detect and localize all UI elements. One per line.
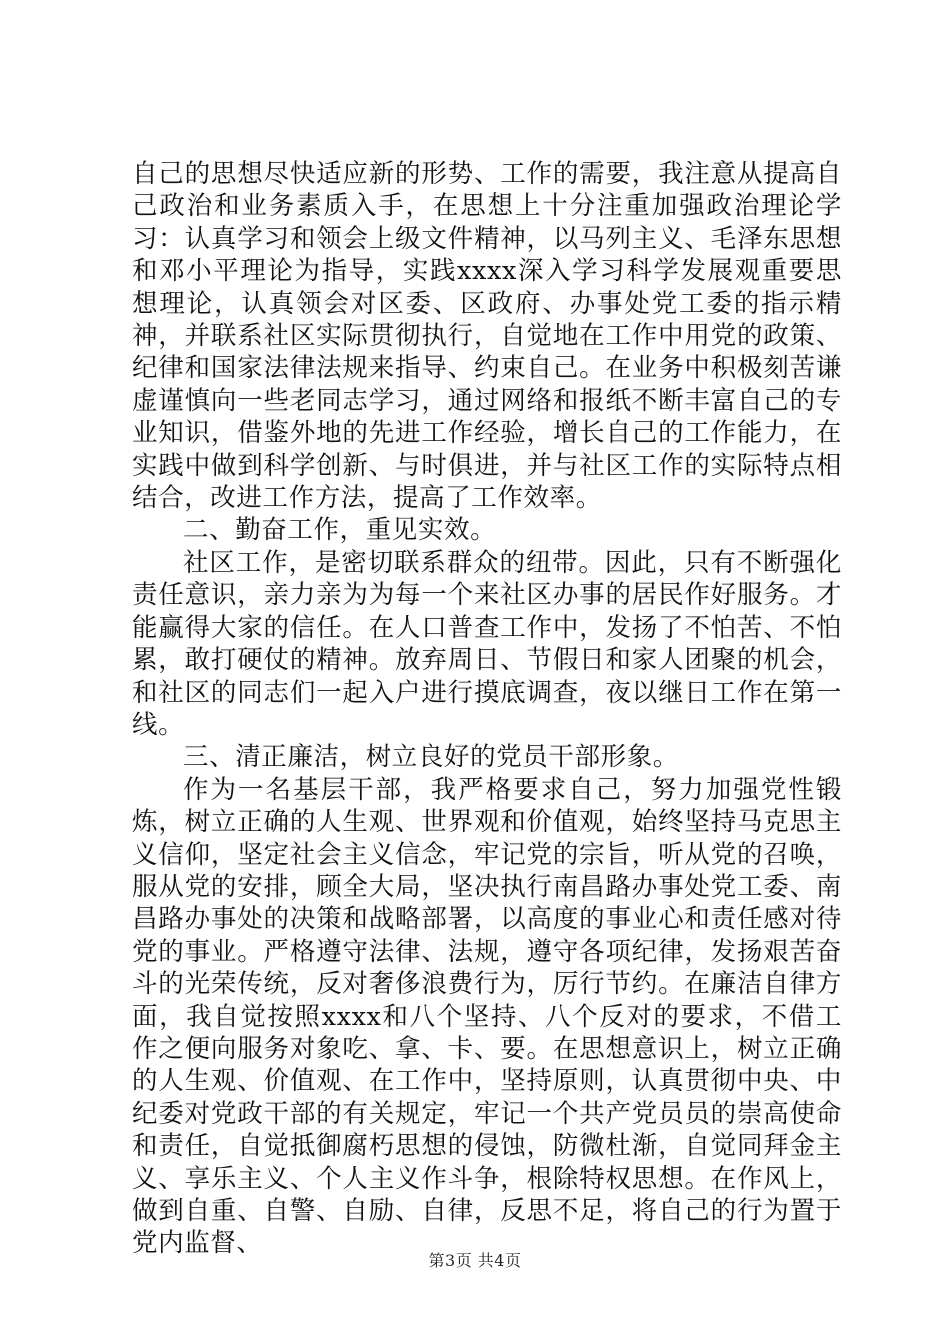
paragraph-1: 自己的思想尽快适应新的形势、工作的需要，我注意从提高自己政治和业务素质入手，在思想上十分注重加强政治理论学习：认真学习和领会上级文件精神，以马列主义、毛泽东思想和邓小平理论为指导，实践xxxx深入学习科学发展观重要思想理论，认真领会对区委、区政府、办事处党工委的指示精神，并联系社区实际贯彻执行，自觉地在工作中用党的政策、纪律和国家法律法规来指导、约束自己。在业务中积极刻苦谦虚谨慎向一些老同志学习，通过网络和报纸不断丰富自己的专业知识，借鉴外地的先进工作经验，增长自己的工作能力，在实践中做到科学创新、与时俱进，并与社区工作的实际特点相结合，改进工作方法，提高了工作效率。 <box>132 159 842 514</box>
document-body <box>132 158 842 1260</box>
paragraph-3: 作为一名基层干部，我严格要求自己，努力加强党性锻炼，树立正确的人生观、世界观和价值观，始终坚持马克思主义信仰，坚定社会主义信念，牢记党的宗旨，听从党的召唤，服从党的安排，顾全大局，坚决执行南昌路办事处党工委、南昌路办事处的决策和战略部署，以高度的事业心和责任感对待党的事业。严格遵守法律、法规，遵守各项纪律，发扬艰苦奋斗的光荣传统，反对奢侈浪费行为，厉行节约。在廉洁自律方面，我自觉按照xxxx和八个坚持、八个反对的要求，不借工作之便向服务对象吃、拿、卡、要。在思想意识上，树立正确的人生观、价值观、在工作中，坚持原则，认真贯彻中央、中纪委对党政干部的有关规定，牢记一个共产党员员的崇高使命和责任，自觉抵御腐朽思想的侵蚀，防微杜渐，自觉同拜金主义、享乐主义、个人主义作斗争，根除特权思想。在作风上，做到自重、自警、自励、自律，反思不足，将自己的行为置于党内监督、 <box>132 774 842 1259</box>
paragraph-2: 社区工作，是密切联系群众的纽带。因此，只有不断强化责任意识，亲力亲为为每一个来社区办事的居民作好服务。才能赢得大家的信任。在人口普查工作中，发扬了不怕苦、不怕累，敢打硬仗的精神。放弃周日、节假日和家人团聚的机会，和社区的同志们一起入户进行摸底调查，夜以继日工作在第一线。 <box>132 547 842 740</box>
section-heading-3: 三、清正廉洁，树立良好的党员干部形象。 <box>183 742 679 773</box>
page-number-footer: 第3页 共4页 <box>428 1251 522 1270</box>
section-heading-2: 二、勤奋工作，重见实效。 <box>183 515 497 546</box>
